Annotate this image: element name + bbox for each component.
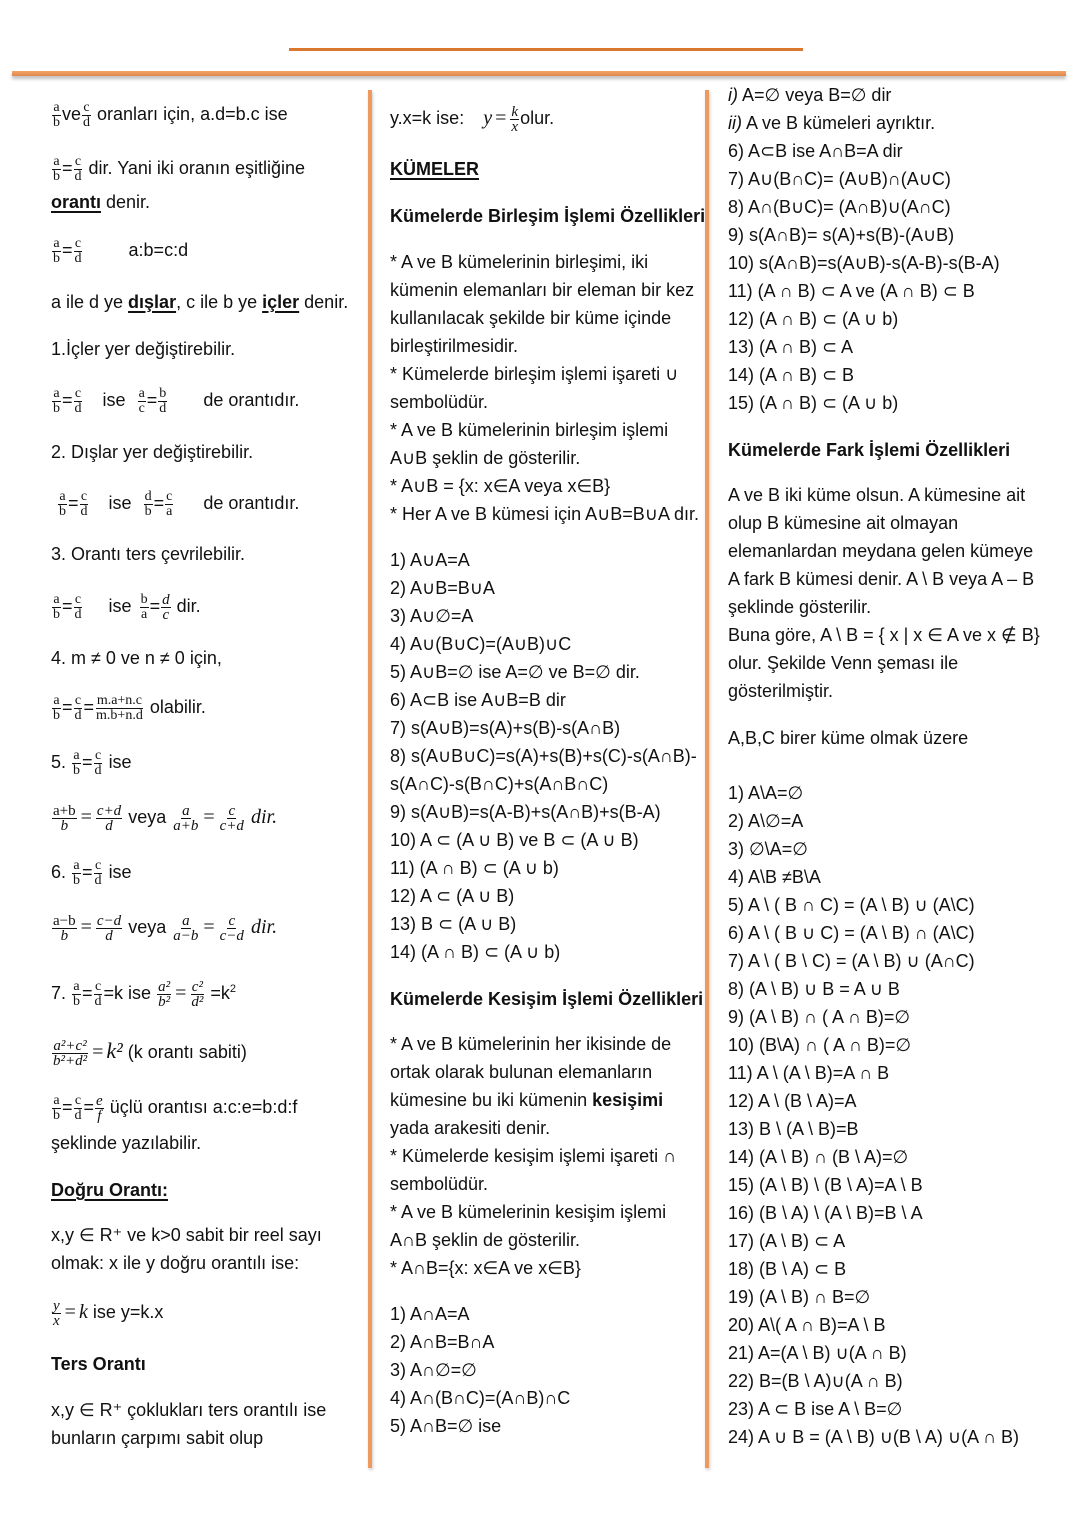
column-separator-2 [705,90,709,1468]
direct-proportion-text-2: olmak: x ile y doğru orantılı ise: [51,1253,300,1273]
list-item: 15) (A ∩ B) ⊂ (A ∪ b) [728,393,899,413]
list-item: 8) s(A∪B∪C)=s(A)+s(B)+s(C)-s(A∩B)- [390,746,697,766]
list-item: 7) s(A∪B)=s(A)+s(B)-s(A∩B) [390,718,621,738]
list-item: 13) B ⊂ (A ∪ B) [390,914,517,934]
property-6-formula: $\frac{a-b}{b}$ = $\frac{c-d}{d}$ veya $\frac{a}{a-b}$ = $\frac{c}{c-d}$ dir. [53,912,278,944]
property-4-formula: $\frac{a}{b}$ = $\frac{c}{d}$ = $\frac{m.a+n.c}{m.b+n.d}$ olabilir. [53,692,206,723]
text: dir. Yani iki oranın eşitliğine [88,158,305,178]
difference-properties-list [728,779,1019,1451]
list-item: s(A∩C)-s(B∩C)+s(A∩B∩C) [390,774,609,794]
difference-description: A ve B iki küme olsun. A kümesine ait olup B kümesine ait olmayan elemanlardan meydana gelen kümeye A fark B kümesi denir. A \ B veya A – B şeklinde gösterilir. Buna göre, A \ B = { x | x ∈ A ve x ∉ B} olur. Şekilde Venn şeması ile gösterilmiştir. [728,485,1040,701]
list-item: 7) A \ ( B \ C) = (A \ B) ∪ (A∩C) [728,951,975,971]
term-oranti: orantı [51,192,102,212]
dislar-icler-line: a ile d ye dışlar, c ile b ye içler denir. [51,292,349,312]
fraction-c-d: $\frac{c}{d}$ [83,99,91,130]
list-item: 8) A∩(B∪C)= (A∩B)∪(A∩C) [728,197,951,217]
text: a:b=c:d [128,240,189,260]
direct-proportion-text-1: x,y ∈ R⁺ ve k>0 sabit bir reel sayı [51,1225,322,1245]
list-item: 19) (A \ B) ∩ B=∅ [728,1287,871,1307]
triple-ratio-line-2: şeklinde yazılabilir. [51,1133,202,1153]
property-2-title: 2. Dışlar yer değiştirebilir. [51,442,254,462]
inverse-proportion-heading: Ters Orantı [51,1354,146,1374]
list-item: 16) (B \ A) \ (A \ B)=B \ A [728,1203,923,1223]
list-item: 10) (B\A) ∩ ( A ∩ B)=∅ [728,1035,912,1055]
direct-proportion-formula: $\frac{y}{x}$ = k ise y=k.x [53,1297,164,1329]
top-rule [289,48,803,51]
list-item: 3) A∪∅=A [390,606,474,626]
list-item: 11) A \ (A \ B)=A ∩ B [728,1063,890,1083]
list-item: 11) (A ∩ B) ⊂ A ve (A ∩ B) ⊂ B [728,281,975,301]
list-item: 20) A\( A ∩ B)=A \ B [728,1315,886,1335]
property-1-title: 1.İçler yer değiştirebilir. [51,339,236,359]
list-item: 21) A=(A \ B) ∪(A ∩ B) [728,1343,907,1363]
property-3-title: 3. Orantı ters çevrilebilir. [51,544,246,564]
list-item: 8) (A \ B) ∪ B = A ∪ B [728,979,900,999]
list-item: 22) B=(B \ A)∪(A ∩ B) [728,1371,903,1391]
union-properties-list [390,546,697,966]
property-7-formula: 7. $\frac{a}{b}$ = $\frac{c}{d}$ =k ise $\frac{\text{a²}}{\text{b²}}$ = $\frac{\text{c²}}{\text{d²}}$ $=k^2$ [51,978,237,1010]
list-item: 5) A∪B=∅ ise A=∅ ve B=∅ dir. [390,662,640,682]
sets-heading: KÜMELER [390,159,479,179]
ratio-def-line [51,100,288,130]
triple-ratio-line: $\frac{a}{b}$ = $\frac{c}{d}$ = $\frac{e}{f}$ üçlü orantısı a:c:e=b:d:f [53,1092,298,1124]
property-5-formula: $\frac{a+b}{b}$ = $\frac{c+d}{d}$ veya $\frac{a}{a+b}$ = $\frac{c}{c+d}$ dir. [53,802,278,834]
list-item: 3) ∅\A=∅ [728,839,808,859]
intersection-description: * A ve B kümelerinin her ikisinde de ortak olarak bulunan elemanların kümesine bu iki kümenin kesişimi yada arakesiti denir. * Kümelerde kesişim işlemi işareti ∩ sembolüdür. * A ve B kümelerinin kesişim işlemi A∩B şeklin de gösterilir. * A∩B={x: x∈A ve x∈B} [390,1034,677,1278]
intersection-continued: i) A=∅ veya B=∅ dir ii) A ve B kümeleri ayrıktır. 6) A⊂B ise A∩B=A dir 7) A∪(B∩C)= (A∪B)∩(A∪C) 8) A∩(B∪C)= (A∩B)∪(A∩C) 9) s(A∩B)= s(A)+s(B)-(A∪B) 10) s(A∩B)=s(A∪B)-s(A-B)-s(B-A) 11) (A ∩ B) ⊂ A ve (A ∩ B) ⊂ B 12) (A ∩ B) ⊂ (A ∪ b) 13) (A ∩ B) ⊂ A 14) (A ∩ B) ⊂ B 15) (A ∩ B) ⊂ (A ∪ b) [728,81,1000,417]
list-item: 6) A⊂B ise A∪B=B dir [390,690,566,710]
list-item: 11) (A ∩ B) ⊂ (A ∪ b) [390,858,559,878]
term-icler: içler [262,292,300,312]
header-band [12,71,1066,76]
list-item: 2) A∩B=B∩A [390,1332,495,1352]
intersection-properties-list [390,1300,570,1440]
term-dislar: dışlar [128,292,177,312]
list-item: 1) A∩A=A [390,1304,470,1324]
column-separator-1 [368,90,372,1468]
property-3-formula: $\frac{a}{b}$ = $\frac{c}{d}$ ise $\frac{b}{a}$ = $\frac{d}{c}$ dir. [53,591,201,623]
list-item: 2) A\∅=A [728,811,804,831]
list-item: 4) A\B ≠B\A [728,867,821,887]
list-item: 14) (A ∩ B) ⊂ B [728,365,855,385]
list-item: 14) (A \ B) ∩ (B \ A)=∅ [728,1147,909,1167]
list-item: 10) s(A∩B)=s(A∪B)-s(A-B)-s(B-A) [728,253,1000,273]
list-item: 1) A\A=∅ [728,783,804,803]
list-item: 10) A ⊂ (A ∪ B) ve B ⊂ (A ∪ B) [390,830,639,850]
list-item: 9) s(A∪B)=s(A-B)+s(A∩B)+s(B-A) [390,802,661,822]
k-squared-formula: $\frac{\text{a²+c²}}{\text{b²+d²}}$ = k² (k orantı sabiti) [53,1037,247,1069]
list-item: 3) A∩∅=∅ [390,1360,477,1380]
list-item: 17) (A \ B) ⊂ A [728,1231,846,1251]
colon-notation-line: $\frac{a}{b}$ = $\frac{c}{d}$ a:b=c:d [53,235,189,266]
text: oranları için, a.d=b.c ise [97,104,288,124]
list-item: 12) (A ∩ B) ⊂ (A ∪ b) [728,309,899,329]
list-item: 6) A⊂B ise A∩B=A dir [728,141,903,161]
property-6-title: 6. $\frac{a}{b}$ = $\frac{c}{d}$ ise [51,857,132,888]
text: ve [62,104,82,124]
list-item: 12) A ⊂ (A ∪ B) [390,886,515,906]
list-item: 2) A∪B=B∪A [390,578,495,598]
list-item: 5) A \ ( B ∩ C) = (A \ B) ∪ (A\C) [728,895,975,915]
text: denir. [101,192,151,212]
property-2-formula: $\frac{a}{b}$ = $\frac{c}{d}$ ise $\frac{d}{b}$ = $\frac{c}{a}$ de orantıdır. [59,488,300,519]
list-item: 9) (A \ B) ∩ ( A ∩ B)=∅ [728,1007,911,1027]
union-description: * A ve B kümelerinin birleşimi, iki kümenin elemanları bir eleman bir kez kullanılacak şekilde bir küme içinde birleştirilmesidir. * Kümelerde birleşim işlemi işareti ∪ sembolüdür. * A ve B kümelerinin birleşim işlemi A∪B şeklin de gösterilir. * A∪B = {x: x∈A veya x∈B} * Her A ve B kümesi için A∪B=B∪A dır. [390,252,699,524]
list-item: 18) (B \ A) ⊂ B [728,1259,847,1279]
list-item: 13) (A ∩ B) ⊂ A [728,337,854,357]
inverse-proportion-text-2: bunların çarpımı sabit olup [51,1428,264,1448]
list-item: 12) A \ (B \ A)=A [728,1091,857,1111]
list-item: 7) A∪(B∩C)= (A∪B)∩(A∪C) [728,169,951,189]
intersection-properties-heading: Kümelerde Kesişim İşlemi Özellikleri [390,989,704,1009]
difference-properties-heading: Kümelerde Fark İşlemi Özellikleri [728,440,1011,460]
list-item: 4) A∪(B∪C)=(A∪B)∪C [390,634,572,654]
list-item: 9) s(A∩B)= s(A)+s(B)-(A∪B) [728,225,955,245]
inverse-proportion-text-1: x,y ∈ R⁺ çoklukları ters orantılı ise [51,1400,327,1420]
property-4-title: 4. m ≠ 0 ve n ≠ 0 için, [51,648,222,668]
property-5-title: 5. $\frac{a}{b}$ = $\frac{c}{d}$ ise [51,747,132,778]
direct-proportion-heading: Doğru Orantı: [51,1180,168,1200]
term-kesisim: kesişimi [592,1090,664,1110]
list-item: 13) B \ (A \ B)=B [728,1119,859,1139]
ratio-equality-line: $\frac{a}{b}$ = $\frac{c}{d}$ dir. Yani iki oranın eşitliğine [53,153,305,184]
list-item: 6) A \ ( B ∪ C) = (A \ B) ∩ (A\C) [728,923,975,943]
list-item: 15) (A \ B) \ (B \ A)=A \ B [728,1175,923,1195]
property-1-formula: $\frac{a}{b}$ = $\frac{c}{d}$ ise $\frac{a}{c}$ = $\frac{b}{d}$ de orantıdır. [53,385,300,416]
fraction-a-b: $\frac{a}{b}$ [53,99,60,130]
union-properties-heading: Kümelerde Birleşim İşlemi Özellikleri [390,206,706,226]
abc-intro: A,B,C birer küme olmak üzere [728,728,969,748]
list-item: 24) A ∪ B = (A \ B) ∪(B \ A) ∪(A ∩ B) [728,1427,1020,1447]
inverse-formula: y.x=k ise: y = $\frac{k}{x}$ olur. [390,103,555,135]
list-item: 5) A∩B=∅ ise [390,1416,502,1436]
oranti-definition [51,188,150,216]
list-item: 23) A ⊂ B ise A \ B=∅ [728,1399,903,1419]
list-item: 14) (A ∩ B) ⊂ (A ∪ b) [390,942,561,962]
list-item: 1) A∪A=A [390,550,470,570]
list-item: 4) A∩(B∩C)=(A∩B)∩C [390,1388,571,1408]
